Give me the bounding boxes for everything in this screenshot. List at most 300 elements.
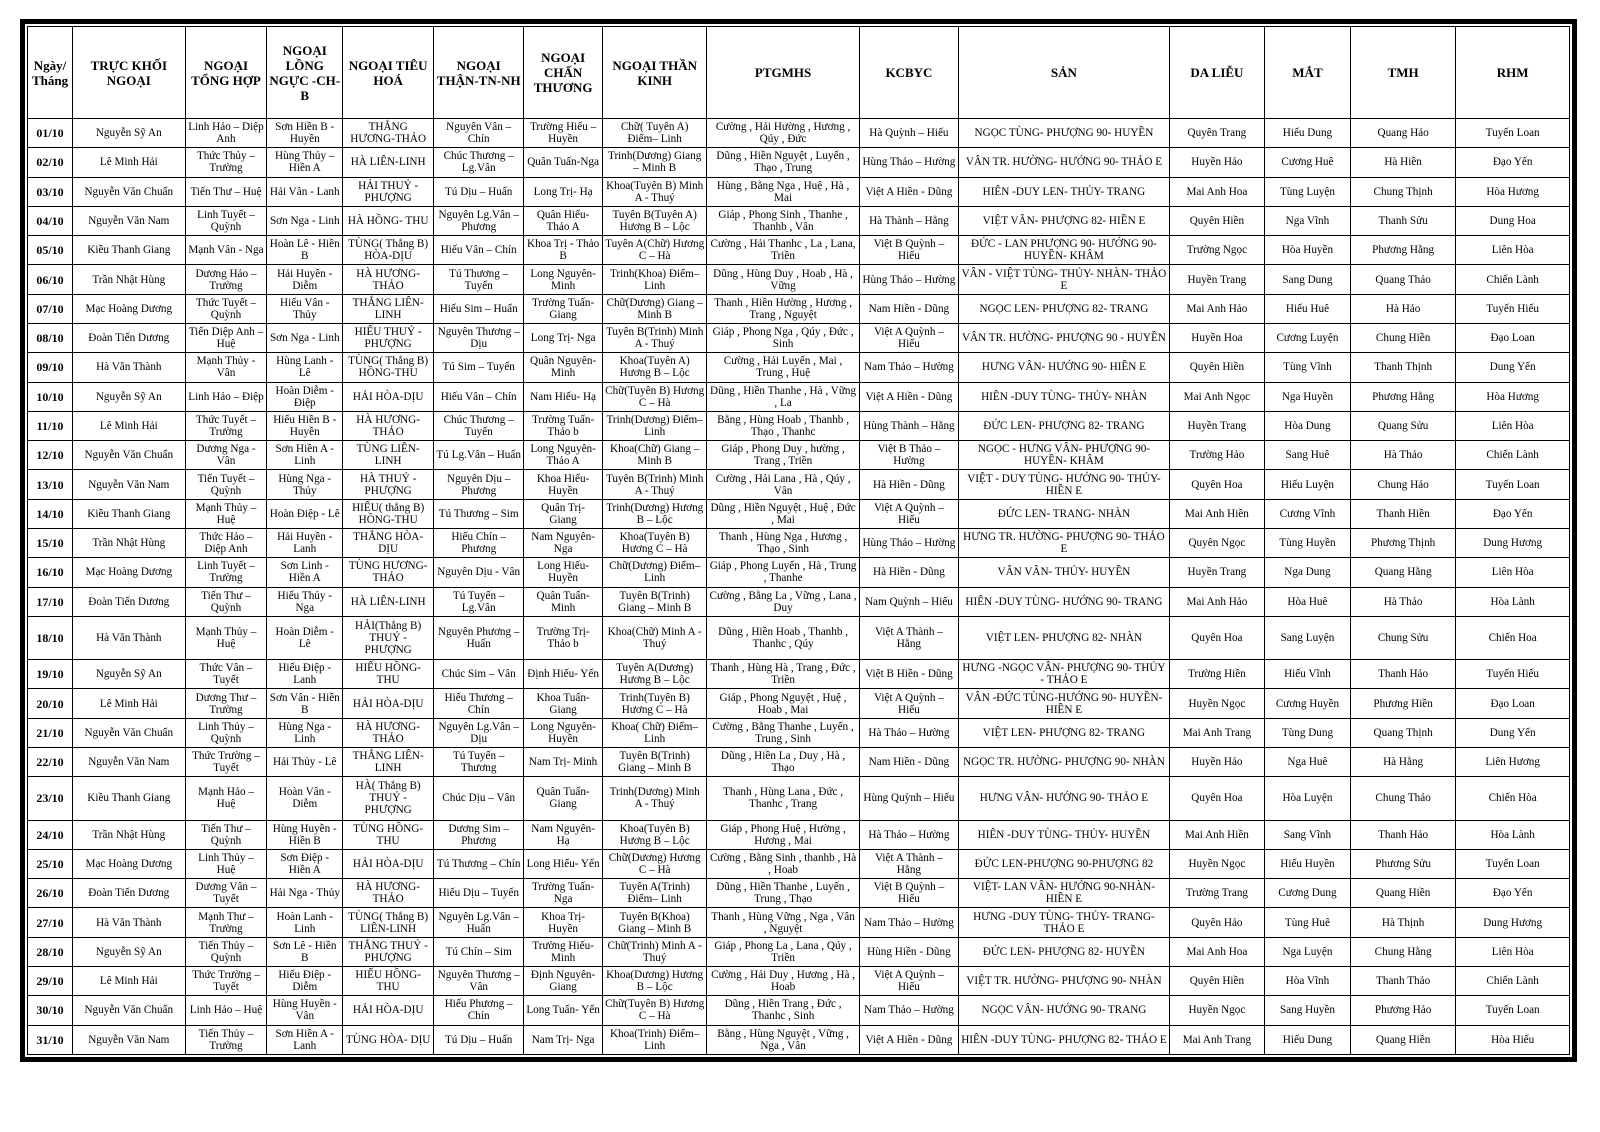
shift-cell: Nam Quỳnh – Hiếu bbox=[859, 587, 958, 616]
shift-cell: Hòa Lành bbox=[1456, 820, 1570, 849]
table-body bbox=[28, 119, 1570, 1055]
shift-cell: Chúc Dịu – Vân bbox=[434, 777, 524, 820]
duty-officer-cell: Nguyễn Văn Chuẩn bbox=[73, 718, 186, 747]
date-cell: 10/10 bbox=[28, 382, 73, 411]
shift-cell: Sang Vĩnh bbox=[1264, 820, 1350, 849]
shift-cell: Hà Hiền bbox=[1350, 148, 1455, 177]
shift-cell: Cương Luyện bbox=[1264, 323, 1350, 352]
date-cell: 20/10 bbox=[28, 689, 73, 718]
shift-cell: Huyền Ngọc bbox=[1169, 996, 1264, 1025]
shift-cell: Linh Thủy – Quỳnh bbox=[185, 718, 267, 747]
shift-cell: Thanh , Hùng Vững , Nga , Vân , Nguyệt bbox=[707, 908, 859, 937]
shift-cell: Việt A Quỳnh – Hiếu bbox=[859, 689, 958, 718]
date-cell: 01/10 bbox=[28, 119, 73, 148]
shift-cell: Mạnh Thủy – Huệ bbox=[185, 499, 267, 528]
shift-cell: Mạnh Vân - Nga bbox=[185, 236, 267, 265]
table-row bbox=[28, 660, 1570, 689]
shift-cell: Sang Huyền bbox=[1264, 996, 1350, 1025]
shift-cell: Nguyên Lg.Vân – Phương bbox=[434, 206, 524, 235]
shift-cell: Hà Thảo bbox=[1350, 587, 1455, 616]
duty-officer-cell: Trần Nhật Hùng bbox=[73, 265, 186, 294]
date-cell: 26/10 bbox=[28, 879, 73, 908]
shift-cell: Hiếu Hiền B - Huyền bbox=[267, 411, 343, 440]
shift-cell: Cường , Bằng La , Vững , Lana , Duy bbox=[707, 587, 859, 616]
shift-cell: Chúc Sim – Vân bbox=[434, 660, 524, 689]
shift-cell: HÀ HỒNG- THU bbox=[343, 206, 434, 235]
shift-cell: Quyên Trang bbox=[1169, 119, 1264, 148]
shift-cell: Đạo Yến bbox=[1456, 879, 1570, 908]
shift-cell: Sang Luyện bbox=[1264, 616, 1350, 659]
shift-cell: Tuyên A(Dương) Hương B – Lộc bbox=[602, 660, 706, 689]
duty-officer-cell: Lê Minh Hải bbox=[73, 967, 186, 996]
shift-cell: Dung Hoa bbox=[1456, 206, 1570, 235]
shift-cell: Dung Yến bbox=[1456, 353, 1570, 382]
shift-cell: Nguyên Thương – Dịu bbox=[434, 323, 524, 352]
shift-cell: Liên Hòa bbox=[1456, 411, 1570, 440]
shift-cell: Quyên Hoa bbox=[1169, 616, 1264, 659]
shift-cell: Khoa(Tuyên B) Hương B – Lộc bbox=[602, 820, 706, 849]
shift-cell: Hiếu Điệp - Lanh bbox=[267, 660, 343, 689]
shift-cell: Trường Hảo bbox=[1169, 441, 1264, 470]
shift-cell: Hòa Hiếu bbox=[1456, 1025, 1570, 1054]
shift-cell: Huyền Hảo bbox=[1169, 148, 1264, 177]
shift-cell: ĐỨC LEN- PHƯỢNG 82- HUYỀN bbox=[959, 937, 1170, 966]
shift-cell: HƯNG VÂN- HƯỚNG 90- THẢO E bbox=[959, 777, 1170, 820]
shift-cell: Hiếu Dịu – Tuyến bbox=[434, 879, 524, 908]
shift-cell: Khoa(Tuyên B) Minh A - Thuý bbox=[602, 177, 706, 206]
shift-cell: Mai Anh Hảo bbox=[1169, 587, 1264, 616]
duty-officer-cell: Nguyễn Sỹ An bbox=[73, 660, 186, 689]
table-row bbox=[28, 294, 1570, 323]
shift-cell: Mai Anh Hiền bbox=[1169, 499, 1264, 528]
date-cell: 22/10 bbox=[28, 747, 73, 776]
shift-cell: Khoa(Tuyên A) Hương B – Lộc bbox=[602, 353, 706, 382]
duty-schedule-table bbox=[27, 26, 1570, 1055]
shift-cell: HÀ HƯƠNG- THẢO bbox=[343, 265, 434, 294]
date-cell: 28/10 bbox=[28, 937, 73, 966]
shift-cell: Dũng , Hiền Nguyệt , Huệ , Đức , Mai bbox=[707, 499, 859, 528]
date-cell: 29/10 bbox=[28, 967, 73, 996]
shift-cell: Tiến Tuyết – Quỳnh bbox=[185, 470, 267, 499]
shift-cell: Tú Sim – Tuyến bbox=[434, 353, 524, 382]
shift-cell: HÀ HƯƠNG- THẢO bbox=[343, 879, 434, 908]
shift-cell: Việt B Thảo – Hường bbox=[859, 441, 958, 470]
date-cell: 17/10 bbox=[28, 587, 73, 616]
shift-cell: Thanh Thịnh bbox=[1350, 353, 1455, 382]
shift-cell: Đạo Yến bbox=[1456, 499, 1570, 528]
shift-cell: Sơn Hiền B - Huyền bbox=[267, 119, 343, 148]
date-cell: 03/10 bbox=[28, 177, 73, 206]
shift-cell: Cương Huyền bbox=[1264, 689, 1350, 718]
shift-cell: Tuyến Loan bbox=[1456, 119, 1570, 148]
shift-cell: HẢI HÒA-DỊU bbox=[343, 382, 434, 411]
shift-cell: Dung Hương bbox=[1456, 908, 1570, 937]
shift-cell: Phương Hiền bbox=[1350, 689, 1455, 718]
shift-cell: Quyên Hoa bbox=[1169, 777, 1264, 820]
duty-officer-cell: Hà Văn Thành bbox=[73, 908, 186, 937]
duty-officer-cell: Kiều Thanh Giang bbox=[73, 499, 186, 528]
table-row bbox=[28, 967, 1570, 996]
shift-cell: THẮNG THUỶ - PHƯỢNG bbox=[343, 937, 434, 966]
shift-cell: Quang Hiền bbox=[1350, 879, 1455, 908]
shift-cell: Nam Thảo – Hường bbox=[859, 908, 958, 937]
shift-cell: Trường Tuấn- Thảo b bbox=[524, 411, 603, 440]
shift-cell: THẮNG HÒA- DỊU bbox=[343, 528, 434, 557]
duty-officer-cell: Nguyễn Văn Chuẩn bbox=[73, 177, 186, 206]
shift-cell: Trinh(Dương) Giang – Minh B bbox=[602, 148, 706, 177]
shift-cell: Giáp , Phong Nga , Qúy , Đức , Sinh bbox=[707, 323, 859, 352]
column-header: KCBYC bbox=[859, 27, 958, 119]
shift-cell: HÀ LIÊN-LINH bbox=[343, 148, 434, 177]
date-cell: 14/10 bbox=[28, 499, 73, 528]
shift-cell: Hòa Luyện bbox=[1264, 777, 1350, 820]
shift-cell: Hoàn Diễm - Điệp bbox=[267, 382, 343, 411]
duty-officer-cell: Lê Minh Hải bbox=[73, 148, 186, 177]
shift-cell: HIẾU HỒNG- THU bbox=[343, 967, 434, 996]
table-row bbox=[28, 148, 1570, 177]
table-row bbox=[28, 177, 1570, 206]
shift-cell: Hùng Nga - Thủy bbox=[267, 470, 343, 499]
shift-cell: Cường , Hải Hường , Hương , Qúy , Đức bbox=[707, 119, 859, 148]
duty-officer-cell: Hà Văn Thành bbox=[73, 616, 186, 659]
shift-cell: Tú Thương – Sim bbox=[434, 499, 524, 528]
shift-cell: Chung Thảo bbox=[1350, 777, 1455, 820]
shift-cell: Nguyên Thương – Vân bbox=[434, 967, 524, 996]
shift-cell: Hòa Huyền bbox=[1264, 236, 1350, 265]
shift-cell: Hòa Huê bbox=[1264, 587, 1350, 616]
shift-cell: Phương Hảo bbox=[1350, 996, 1455, 1025]
shift-cell: HIÊN -DUY TÙNG- THỦY- NHÀN bbox=[959, 382, 1170, 411]
shift-cell: TÙNG( Thắng B) HÒA-DỊU bbox=[343, 236, 434, 265]
table-row bbox=[28, 499, 1570, 528]
table-row bbox=[28, 265, 1570, 294]
date-cell: 24/10 bbox=[28, 820, 73, 849]
shift-cell: Dung Yến bbox=[1456, 718, 1570, 747]
shift-cell: Tú Dịu – Huấn bbox=[434, 177, 524, 206]
shift-cell: Huyền Ngọc bbox=[1169, 689, 1264, 718]
shift-cell: HẢI HÒA-DỊU bbox=[343, 996, 434, 1025]
duty-officer-cell: Kiều Thanh Giang bbox=[73, 236, 186, 265]
date-cell: 08/10 bbox=[28, 323, 73, 352]
shift-cell: Việt A Quỳnh – Hiếu bbox=[859, 967, 958, 996]
table-row bbox=[28, 1025, 1570, 1054]
shift-cell: Nga Vĩnh bbox=[1264, 206, 1350, 235]
shift-cell: ĐỨC LEN-PHƯỢNG 90-PHƯỢNG 82 bbox=[959, 849, 1170, 878]
shift-cell: ĐỨC - LAN PHƯỢNG 90- HƯỚNG 90- HUYỀN- KHÂM bbox=[959, 236, 1170, 265]
shift-cell: Hoàn Lê - Hiền B bbox=[267, 236, 343, 265]
shift-cell: Trường Ngọc bbox=[1169, 236, 1264, 265]
shift-cell: Sơn Linh - Hiền A bbox=[267, 558, 343, 587]
shift-cell: TÙNG( Thắng B) LIÊN-LINH bbox=[343, 908, 434, 937]
shift-cell: Huyền Trang bbox=[1169, 411, 1264, 440]
shift-cell: Trường Trị- Thảo b bbox=[524, 616, 603, 659]
shift-cell: Sơn Nga - Linh bbox=[267, 206, 343, 235]
shift-cell: Tuyên B(Khoa) Giang – Minh B bbox=[602, 908, 706, 937]
shift-cell: Nguyên Vân – Chín bbox=[434, 119, 524, 148]
shift-cell: TÙNG LIÊN- LINH bbox=[343, 441, 434, 470]
shift-cell: Dũng , Hiền La , Duy , Hà , Thạo bbox=[707, 747, 859, 776]
shift-cell: Chiến Hòa bbox=[1456, 777, 1570, 820]
date-cell: 04/10 bbox=[28, 206, 73, 235]
date-cell: 15/10 bbox=[28, 528, 73, 557]
table-row bbox=[28, 470, 1570, 499]
date-cell: 05/10 bbox=[28, 236, 73, 265]
shift-cell: Mạnh Hảo – Huệ bbox=[185, 777, 267, 820]
shift-cell: Trường Tuấn- Nga bbox=[524, 879, 603, 908]
shift-cell: Tuyến Loan bbox=[1456, 996, 1570, 1025]
shift-cell: Chữ(Dương) Điểm– Linh bbox=[602, 558, 706, 587]
shift-cell: Cường , Hải Thanhc , La , Lana, Triền bbox=[707, 236, 859, 265]
shift-cell: VIỆT LEN- PHƯỢNG 82- NHÀN bbox=[959, 616, 1170, 659]
shift-cell: Sơn Nga - Linh bbox=[267, 323, 343, 352]
table-row bbox=[28, 236, 1570, 265]
shift-cell: HƯNG VÂN- HƯỚNG 90- HIỀN E bbox=[959, 353, 1170, 382]
shift-cell: VÂN TR. HƯỜNG- PHƯỢNG 90 - HUYỀN bbox=[959, 323, 1170, 352]
shift-cell: Thanh , Hùng Hà , Trang , Đức , Triền bbox=[707, 660, 859, 689]
table-row bbox=[28, 937, 1570, 966]
shift-cell: Cương Vĩnh bbox=[1264, 499, 1350, 528]
table-row bbox=[28, 689, 1570, 718]
shift-cell: Chiến Hoa bbox=[1456, 616, 1570, 659]
shift-cell: Hà Thảo bbox=[1350, 441, 1455, 470]
column-header: Ngày/ Tháng bbox=[28, 27, 73, 119]
shift-cell: Quang Hiền bbox=[1350, 1025, 1455, 1054]
shift-cell: Quyên Hiền bbox=[1169, 353, 1264, 382]
shift-cell: Hùng Thảo – Hường bbox=[859, 528, 958, 557]
column-header: TMH bbox=[1350, 27, 1455, 119]
shift-cell: Giáp , Phong La , Lana , Qúy , Triền bbox=[707, 937, 859, 966]
shift-cell: Chữ(Tuyên B) Hương C – Hà bbox=[602, 382, 706, 411]
shift-cell: Trường Trang bbox=[1169, 879, 1264, 908]
shift-cell: TÙNG( Thắng B) HỒNG-THU bbox=[343, 353, 434, 382]
table-row bbox=[28, 528, 1570, 557]
shift-cell: Thanh , Hùng Lana , Đức , Thanhc , Trang bbox=[707, 777, 859, 820]
table-row bbox=[28, 820, 1570, 849]
shift-cell: Dương Sim – Phương bbox=[434, 820, 524, 849]
shift-cell: Chữ(Trinh) Minh A - Thuý bbox=[602, 937, 706, 966]
shift-cell: Hùng Huyền - Hiền B bbox=[267, 820, 343, 849]
shift-cell: Giáp , Phong Luyến , Hà , Trung , Thanhe bbox=[707, 558, 859, 587]
shift-cell: Định Nguyên- Giang bbox=[524, 967, 603, 996]
shift-cell: Quyên Hoa bbox=[1169, 470, 1264, 499]
shift-cell: Quân Hiếu- Thảo A bbox=[524, 206, 603, 235]
shift-cell: VIỆT- LAN VÂN- HƯỚNG 90-NHÀN- HIỀN E bbox=[959, 879, 1170, 908]
shift-cell: Mạnh Thư – Trường bbox=[185, 908, 267, 937]
shift-cell: Hải Nga - Thủy bbox=[267, 879, 343, 908]
shift-cell: Tuyên B(Trinh) Giang – Minh B bbox=[602, 587, 706, 616]
shift-cell: Phương Hằng bbox=[1350, 236, 1455, 265]
shift-cell: VIỆT TR. HƯỜNG- PHƯỢNG 90- NHÀN bbox=[959, 967, 1170, 996]
shift-cell: Nam Hiền - Dũng bbox=[859, 747, 958, 776]
shift-cell: Linh Tuyết – Trường bbox=[185, 558, 267, 587]
duty-officer-cell: Trần Nhật Hùng bbox=[73, 528, 186, 557]
shift-cell: Tú Dịu – Huấn bbox=[434, 1025, 524, 1054]
shift-cell: Khoa(Trinh) Điểm– Linh bbox=[602, 1025, 706, 1054]
shift-cell: Chung Hảo bbox=[1350, 470, 1455, 499]
shift-cell: Chữ(Tuyên B) Hương C – Hà bbox=[602, 996, 706, 1025]
shift-cell: THẮNG LIÊN- LINH bbox=[343, 747, 434, 776]
shift-cell: Nga Dung bbox=[1264, 558, 1350, 587]
shift-cell: HIẾU( thắng B) HỒNG-THU bbox=[343, 499, 434, 528]
shift-cell: Việt A Hiền - Dũng bbox=[859, 177, 958, 206]
shift-cell: Nguyên Dịu - Vân bbox=[434, 558, 524, 587]
shift-cell: Nguyên Lg.Vân – Dịu bbox=[434, 718, 524, 747]
date-cell: 16/10 bbox=[28, 558, 73, 587]
shift-cell: Hiếu Dung bbox=[1264, 119, 1350, 148]
shift-cell: HIẾU THUỶ - PHƯỢNG bbox=[343, 323, 434, 352]
shift-cell: Việt A Quỳnh – Hiếu bbox=[859, 499, 958, 528]
shift-cell: Trinh(Khoa) Điểm– Linh bbox=[602, 265, 706, 294]
shift-cell: Việt A Quỳnh – Hiếu bbox=[859, 323, 958, 352]
shift-cell: Thanh , Hiền Hường , Hương , Trang , Nguyệt bbox=[707, 294, 859, 323]
table-row bbox=[28, 616, 1570, 659]
table-row bbox=[28, 441, 1570, 470]
shift-cell: Hoàn Vân - Diễm bbox=[267, 777, 343, 820]
shift-cell: Cương Huê bbox=[1264, 148, 1350, 177]
shift-cell: Chiến Lành bbox=[1456, 967, 1570, 996]
shift-cell: Linh Hảo – Diệp Anh bbox=[185, 119, 267, 148]
shift-cell: Giáp , Phong Nguyệt , Huệ , Hoab , Mai bbox=[707, 689, 859, 718]
duty-officer-cell: Đoàn Tiến Dương bbox=[73, 587, 186, 616]
table-row bbox=[28, 558, 1570, 587]
shift-cell: Quyên Hiền bbox=[1169, 206, 1264, 235]
shift-cell: Hải Huyền - Diễm bbox=[267, 265, 343, 294]
shift-cell: Liên Hòa bbox=[1456, 937, 1570, 966]
duty-officer-cell: Nguyễn Văn Chuẩn bbox=[73, 996, 186, 1025]
shift-cell: HÀ THUỶ - PHƯỢNG bbox=[343, 470, 434, 499]
shift-cell: Cường , Bằng Sinh , thanhb , Hà , Hoab bbox=[707, 849, 859, 878]
shift-cell: Việt B Quỳnh – Hiếu bbox=[859, 879, 958, 908]
shift-cell: Dũng , Hiền Thanhe , Hà , Vững , La bbox=[707, 382, 859, 411]
schedule-frame bbox=[20, 19, 1577, 1062]
shift-cell: Hiếu Vân – Chín bbox=[434, 236, 524, 265]
shift-cell: Chữ(Dương) Hương C – Hà bbox=[602, 849, 706, 878]
shift-cell: Đạo Loan bbox=[1456, 689, 1570, 718]
shift-cell: Chữ( Tuyên A) Điểm– Linh bbox=[602, 119, 706, 148]
shift-cell: Tiến Thư – Quỳnh bbox=[185, 587, 267, 616]
shift-cell: Huyền Hoa bbox=[1169, 323, 1264, 352]
shift-cell: Định Hiếu- Yến bbox=[524, 660, 603, 689]
shift-cell: Tiến Thủy – Trường bbox=[185, 1025, 267, 1054]
duty-officer-cell: Nguyễn Văn Nam bbox=[73, 747, 186, 776]
shift-cell: Dương Vân – Tuyết bbox=[185, 879, 267, 908]
shift-cell: Quân Tuấn- Minh bbox=[524, 587, 603, 616]
shift-cell: Tiến Diệp Anh – Huệ bbox=[185, 323, 267, 352]
duty-officer-cell: Lê Minh Hải bbox=[73, 689, 186, 718]
date-cell: 09/10 bbox=[28, 353, 73, 382]
shift-cell: Cương Dung bbox=[1264, 879, 1350, 908]
duty-officer-cell: Đoàn Tiến Dương bbox=[73, 323, 186, 352]
date-cell: 13/10 bbox=[28, 470, 73, 499]
shift-cell: Liên Hòa bbox=[1456, 558, 1570, 587]
column-header: MẮT bbox=[1264, 27, 1350, 119]
shift-cell: NGỌC TÙNG- PHƯỢNG 90- HUYỀN bbox=[959, 119, 1170, 148]
shift-cell: Cường , Bằng Thanhe , Luyến , Trung , Sinh bbox=[707, 718, 859, 747]
shift-cell: Hòa Hương bbox=[1456, 177, 1570, 206]
shift-cell: Huyền Trang bbox=[1169, 265, 1264, 294]
shift-cell: Hùng Thủy – Hiền A bbox=[267, 148, 343, 177]
shift-cell: Thức Trường – Tuyết bbox=[185, 747, 267, 776]
table-row bbox=[28, 879, 1570, 908]
date-cell: 31/10 bbox=[28, 1025, 73, 1054]
shift-cell: Tuyên A(Chữ) Hương C – Hà bbox=[602, 236, 706, 265]
table-row bbox=[28, 718, 1570, 747]
table-row bbox=[28, 777, 1570, 820]
shift-cell: Chung Hiền bbox=[1350, 323, 1455, 352]
column-header: NGOẠI TỔNG HỢP bbox=[185, 27, 267, 119]
shift-cell: Nguyên Dịu – Phương bbox=[434, 470, 524, 499]
shift-cell: Tú Tuyến – Thương bbox=[434, 747, 524, 776]
shift-cell: Việt A Hiền - Dũng bbox=[859, 382, 958, 411]
shift-cell: Chúc Thương – Tuyến bbox=[434, 411, 524, 440]
shift-cell: Hiếu Thủy - Nga bbox=[267, 587, 343, 616]
shift-cell: Hùng , Bằng Nga , Huệ , Hà , Mai bbox=[707, 177, 859, 206]
shift-cell: Hiếu Luyện bbox=[1264, 470, 1350, 499]
shift-cell: Hải Huyền - Lanh bbox=[267, 528, 343, 557]
shift-cell: Hùng Nga - Linh bbox=[267, 718, 343, 747]
shift-cell: HIÊN -DUY LEN- THỦY- TRANG bbox=[959, 177, 1170, 206]
shift-cell: Thức Tuyết – Trường bbox=[185, 411, 267, 440]
shift-cell: HẢI HÒA-DỊU bbox=[343, 849, 434, 878]
shift-cell: Chúc Thương – Lg.Vân bbox=[434, 148, 524, 177]
shift-cell: Sơn Hiền A - Linh bbox=[267, 441, 343, 470]
shift-cell: HIẾU HỒNG- THU bbox=[343, 660, 434, 689]
shift-cell: Dũng , Hiền Hoab , Thanhb , Thanhc , Qúy bbox=[707, 616, 859, 659]
shift-cell: Long Nguyên- Minh bbox=[524, 265, 603, 294]
shift-cell: Hà Hiền - Dũng bbox=[859, 558, 958, 587]
shift-cell: Tuyến Loan bbox=[1456, 849, 1570, 878]
shift-cell: Mai Anh Hoa bbox=[1169, 937, 1264, 966]
column-header: DA LIỄU bbox=[1169, 27, 1264, 119]
shift-cell: Nam Hiếu- Hạ bbox=[524, 382, 603, 411]
shift-cell: Việt B Hiền - Dũng bbox=[859, 660, 958, 689]
shift-cell: VIỆT - DUY TÙNG- HƯỚNG 90- THỦY- HIỀN E bbox=[959, 470, 1170, 499]
shift-cell: HÀ( Thắng B) THUỶ - PHƯỢNG bbox=[343, 777, 434, 820]
shift-cell: Tuyên B(Tuyên A) Hương B – Lộc bbox=[602, 206, 706, 235]
shift-cell: Tuyên B(Trinh) Minh A - Thuý bbox=[602, 470, 706, 499]
shift-cell: VIỆT LEN- PHƯỢNG 82- TRANG bbox=[959, 718, 1170, 747]
shift-cell: Liên Hòa bbox=[1456, 236, 1570, 265]
shift-cell: Nam Nguyên- Hạ bbox=[524, 820, 603, 849]
shift-cell: Long Hiếu- Huyền bbox=[524, 558, 603, 587]
shift-cell: NGỌC TR. HƯỜNG- PHƯỢNG 90- NHÀN bbox=[959, 747, 1170, 776]
shift-cell: VIỆT VÂN- PHƯỢNG 82- HIỀN E bbox=[959, 206, 1170, 235]
shift-cell: Huyền Ngọc bbox=[1169, 849, 1264, 878]
duty-officer-cell: Kiều Thanh Giang bbox=[73, 777, 186, 820]
duty-officer-cell: Nguyễn Sỹ An bbox=[73, 937, 186, 966]
shift-cell: Khoa(Dương) Hương B – Lộc bbox=[602, 967, 706, 996]
shift-cell: Dũng , Hiền Thanhe , Luyến , Trung , Thạo bbox=[707, 879, 859, 908]
date-cell: 12/10 bbox=[28, 441, 73, 470]
shift-cell: Nam Trị- Minh bbox=[524, 747, 603, 776]
shift-cell: Chung Hằng bbox=[1350, 937, 1455, 966]
table-row bbox=[28, 323, 1570, 352]
shift-cell: Hoàn Lanh - Linh bbox=[267, 908, 343, 937]
shift-cell: Việt A Hiền - Dũng bbox=[859, 1025, 958, 1054]
shift-cell: HẢI HÒA-DỊU bbox=[343, 689, 434, 718]
shift-cell: Nga Huê bbox=[1264, 747, 1350, 776]
shift-cell: Khoa(Tuyên B) Hương C – Hà bbox=[602, 528, 706, 557]
shift-cell: Hiếu Thương – Chín bbox=[434, 689, 524, 718]
shift-cell: Cường , Hải Luyến , Mai , Trung , Huệ bbox=[707, 353, 859, 382]
shift-cell: Trinh(Tuyên B) Hương C – Hà bbox=[602, 689, 706, 718]
shift-cell: Thức Trường – Tuyết bbox=[185, 967, 267, 996]
shift-cell: HẢI THUỶ - PHƯỢNG bbox=[343, 177, 434, 206]
shift-cell: Mai Anh Hiền bbox=[1169, 820, 1264, 849]
shift-cell: Mai Anh Hoa bbox=[1169, 177, 1264, 206]
shift-cell: Quân Tuấn-Nga bbox=[524, 148, 603, 177]
shift-cell: Mai Anh Trang bbox=[1169, 1025, 1264, 1054]
